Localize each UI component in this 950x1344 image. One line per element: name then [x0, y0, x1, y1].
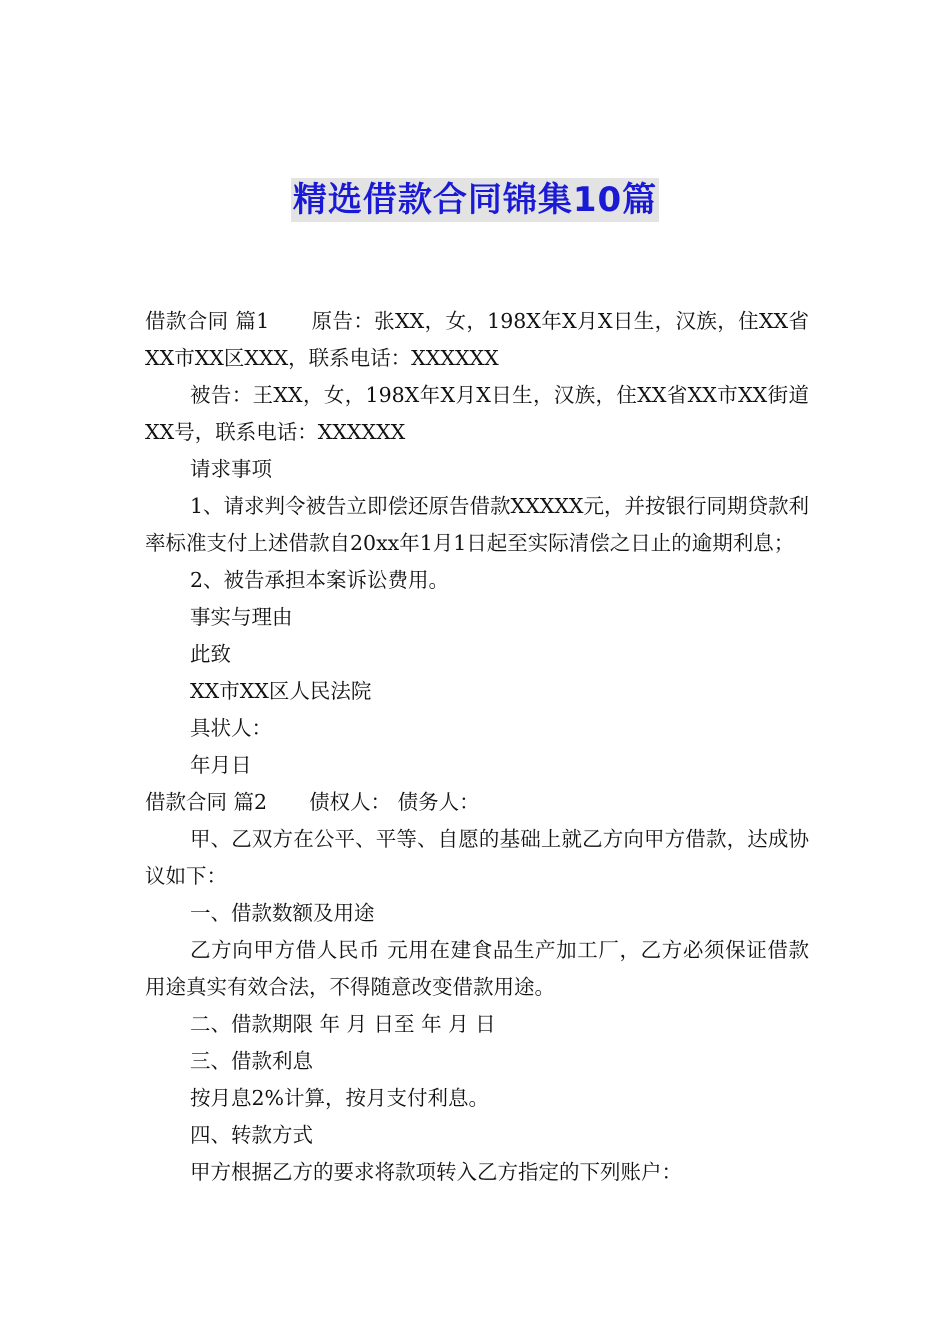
- section-3-content: 按月息2%计算，按月支付利息。: [190, 1086, 490, 1110]
- plaintiff-signature-line: 具状人：: [190, 716, 272, 740]
- section-3-heading: 三、借款利息: [190, 1049, 313, 1073]
- defendant-paragraph: 被告：王XX，女，198X年X月X日生，汉族，住XX省XX市XX街道XX号，联系电话：XXXXXX: [145, 383, 809, 444]
- section-4-heading: 四、转款方式: [190, 1123, 313, 1147]
- article-2-first-paragraph: [145, 784, 809, 821]
- section-1-content: 乙方向甲方借人民币 元用在建食品生产加工厂，乙方必须保证借款用途真实有效合法，不得随意改变借款用途。: [145, 938, 809, 999]
- facts-heading: 事实与理由: [190, 605, 293, 629]
- court-name: XX市XX区人民法院: [190, 679, 372, 703]
- article-1-label: 借款合同 篇1: [145, 309, 270, 333]
- claim-1-paragraph: 1、请求判令被告立即偿还原告借款XXXXX元，并按银行同期贷款利率标准支付上述借款自20xx年1月1日起至实际清偿之日止的逾期利息；: [145, 494, 810, 555]
- section-4-content: 甲方根据乙方的要求将款项转入乙方指定的下列账户：: [190, 1160, 682, 1184]
- parties-line: 债权人： 债务人：: [309, 790, 480, 814]
- date-line: 年月日: [190, 753, 252, 777]
- claims-heading: 请求事项: [190, 457, 272, 481]
- agreement-intro: 甲、乙双方在公平、平等、自愿的基础上就乙方向甲方借款，达成协议如下：: [145, 827, 809, 888]
- salutation: 此致: [190, 642, 231, 666]
- section-1-heading: 一、借款数额及用途: [190, 901, 375, 925]
- section-2-heading: 二、借款期限 年 月 日至 年 月 日: [190, 1012, 496, 1036]
- document-body: [145, 303, 809, 1191]
- claim-2-paragraph: 2、被告承担本案诉讼费用。: [190, 568, 450, 592]
- article-2-label: 借款合同 篇2: [145, 790, 268, 814]
- plaintiff-text: 原告：张XX，女，198X年X月X日生，汉族，住XX省XX市XX区XXX，联系电话：XXXXXX: [145, 309, 809, 370]
- document-title: 精选借款合同锦集10篇: [292, 180, 658, 220]
- article-1-first-paragraph: [145, 303, 809, 377]
- title-container: [0, 178, 950, 222]
